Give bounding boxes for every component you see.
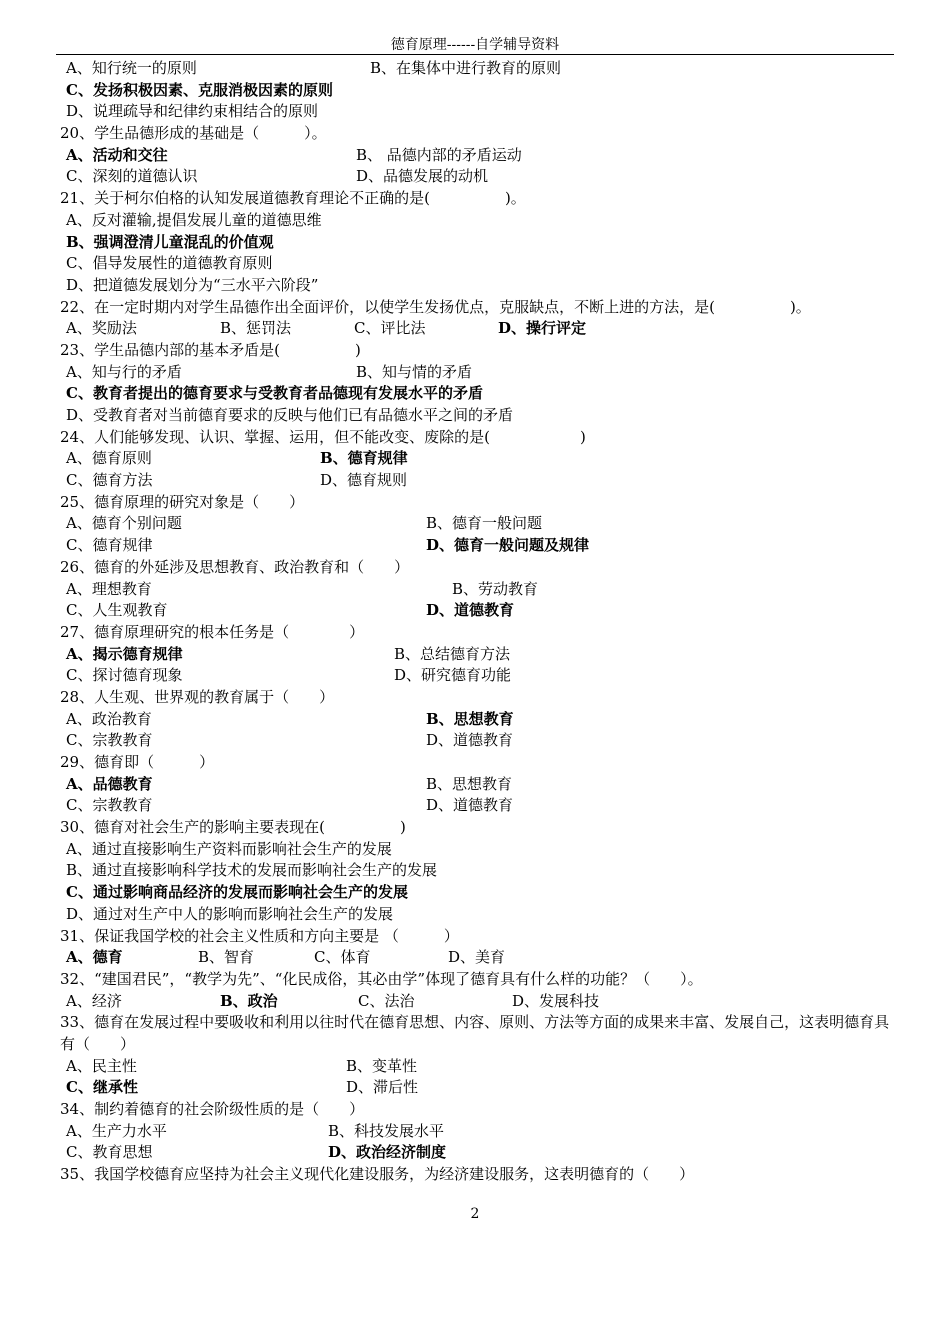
text-line — [60, 774, 900, 796]
text-segment: B、总结德育方法 — [394, 644, 511, 663]
text-segment: A、反对灌输,提倡发展儿童的道德思维 — [66, 210, 322, 229]
text-line — [60, 58, 900, 80]
text-line — [60, 687, 900, 709]
text-line — [60, 470, 900, 492]
text-line — [60, 492, 900, 514]
text-segment: D、道德教育 — [426, 796, 514, 815]
page-number: 2 — [470, 1206, 480, 1222]
text-segment: 35、我国学校德育应坚持为社会主义现代化建设服务，为经济建设服务，这表明德育的（ ） — [60, 1165, 695, 1184]
answer-option-correct: A、品德教育 — [66, 774, 153, 793]
text-line — [60, 795, 900, 817]
answer-option-correct: B、政治 — [220, 991, 278, 1010]
text-line — [60, 600, 900, 622]
text-segment: A、德育个别问题 — [66, 514, 182, 533]
text-line — [60, 1142, 900, 1164]
text-segment: D、通过对生产中人的影响而影响社会生产的发展 — [66, 904, 394, 923]
text-segment: C、倡导发展性的道德教育原则 — [66, 254, 273, 273]
text-segment: B、 品德内部的矛盾运动 — [356, 145, 522, 164]
text-segment: 30、德育对社会生产的影响主要表现在( ) — [60, 818, 406, 837]
answer-option-correct: A、揭示德育规律 — [66, 644, 183, 663]
text-line — [60, 947, 900, 969]
text-segment: B、德育一般问题 — [426, 514, 543, 533]
text-line — [60, 145, 900, 167]
text-line — [60, 1121, 900, 1143]
text-segment: D、受教育者对当前德育要求的反映与他们已有品德水平之间的矛盾 — [66, 406, 514, 424]
text-line — [60, 926, 900, 948]
text-segment: B、科技发展水平 — [328, 1121, 445, 1140]
text-segment: D、滞后性 — [346, 1078, 419, 1097]
text-segment: A、生产力水平 — [66, 1121, 167, 1140]
text-line — [60, 644, 900, 666]
answer-option-correct: D、德育一般问题及规律 — [426, 536, 590, 555]
text-line — [60, 166, 900, 188]
text-line — [60, 210, 900, 232]
text-line — [60, 730, 900, 752]
page-header: 德育原理------自学辅导资料 — [390, 37, 560, 53]
answer-option-correct: D、道德教育 — [426, 601, 515, 620]
text-segment: 26、德育的外延涉及思想教育、政治教育和（ ） — [60, 557, 410, 576]
text-segment: C、深刻的道德认识 — [66, 167, 198, 186]
question-content — [60, 58, 900, 1186]
text-segment: 34、制约着德育的社会阶级性质的是（ ） — [60, 1100, 365, 1119]
text-segment: A、通过直接影响生产资料而影响社会生产的发展 — [66, 839, 392, 858]
text-segment: C、宗教教育 — [66, 731, 153, 750]
text-line — [60, 1012, 900, 1055]
text-segment: 29、德育即（ ） — [60, 753, 215, 771]
text-segment: B、惩罚法 — [220, 319, 292, 338]
text-segment: B、变革性 — [346, 1056, 418, 1075]
text-segment: C、评比法 — [354, 319, 426, 338]
text-line — [60, 991, 900, 1013]
text-line — [60, 427, 900, 449]
text-segment: 28、人生观、世界观的教育属于（ ） — [60, 687, 335, 706]
text-segment: C、德育方法 — [66, 471, 153, 490]
text-segment: 27、德育原理研究的根本任务是（ ） — [60, 622, 365, 641]
text-segment: B、知与情的矛盾 — [356, 362, 473, 381]
text-segment: C、德育规律 — [66, 536, 153, 555]
text-segment: D、品德发展的动机 — [356, 167, 489, 186]
text-line — [60, 579, 900, 601]
text-line — [60, 709, 900, 731]
text-segment: D、说理疏导和纪律约束相结合的原则 — [66, 102, 319, 121]
text-line — [60, 622, 900, 644]
text-segment: D、道德教育 — [426, 731, 514, 750]
text-line — [60, 513, 900, 535]
text-line — [60, 1077, 900, 1099]
text-segment: D、研究德育功能 — [394, 666, 512, 685]
answer-option-correct: C、通过影响商品经济的发展而影响社会生产的发展 — [66, 883, 408, 902]
text-line — [60, 232, 900, 254]
text-segment: B、智育 — [198, 948, 255, 967]
text-line — [60, 535, 900, 557]
header-rule — [56, 54, 894, 55]
answer-option-correct: A、活动和交往 — [66, 145, 168, 164]
answer-option-correct: C、教育者提出的德育要求与受教育者品德现有发展水平的矛盾 — [66, 384, 483, 403]
text-segment: A、德育原则 — [66, 449, 152, 468]
text-segment: 31、保证我国学校的社会主义性质和方向主要是 （ ） — [60, 926, 459, 945]
text-line — [60, 1164, 900, 1186]
answer-option-correct: D、政治经济制度 — [328, 1143, 447, 1162]
text-line — [60, 860, 900, 882]
text-segment: C、探讨德育现象 — [66, 666, 183, 685]
text-line — [60, 882, 900, 904]
text-line — [60, 557, 900, 579]
text-line — [60, 405, 900, 427]
text-line — [60, 362, 900, 384]
answer-option-correct: D、操行评定 — [498, 319, 587, 338]
text-segment: D、发展科技 — [512, 991, 600, 1010]
text-line — [60, 80, 900, 102]
answer-option-correct: B、思想教育 — [426, 709, 514, 728]
text-segment: A、民主性 — [66, 1056, 137, 1075]
text-segment: 33、德育在发展过程中要吸收和利用以往时代在德育思想、内容、原则、方法等方面的成果来丰富、发展自己，这表明德育具有（ ） — [60, 1013, 890, 1053]
text-line — [60, 1099, 900, 1121]
text-segment: D、把道德发展划分为“三水平六阶段” — [66, 275, 319, 294]
text-line — [60, 817, 900, 839]
answer-option-correct: B、强调澄清儿童混乱的价值观 — [66, 232, 274, 251]
answer-option-correct: A、德育 — [66, 948, 123, 967]
text-line — [60, 340, 900, 362]
text-line — [60, 904, 900, 926]
answer-option-correct: B、德育规律 — [320, 449, 408, 468]
text-segment: B、通过直接影响科学技术的发展而影响社会生产的发展 — [66, 861, 438, 880]
text-segment: 25、德育原理的研究对象是（ ） — [60, 492, 305, 511]
text-segment: A、奖励法 — [66, 319, 137, 338]
text-segment: 23、学生品德内部的基本矛盾是( ) — [60, 340, 361, 359]
text-segment: C、体育 — [314, 948, 371, 967]
text-line — [60, 123, 900, 145]
text-line — [60, 839, 900, 861]
text-segment: A、政治教育 — [66, 709, 152, 728]
text-line — [60, 318, 900, 340]
text-segment: A、知与行的矛盾 — [66, 362, 182, 381]
text-segment: C、法治 — [358, 991, 415, 1010]
text-segment: A、知行统一的原则 — [66, 59, 197, 77]
text-segment: 22、在一定时期内对学生品德作出全面评价，以使学生发扬优点，克服缺点，不断上进的方法，是( )。 — [60, 297, 811, 316]
text-segment: A、理想教育 — [66, 579, 152, 598]
text-segment: B、劳动教育 — [452, 579, 539, 598]
text-segment: C、宗教教育 — [66, 796, 153, 815]
text-line — [60, 275, 900, 297]
text-line — [60, 188, 900, 210]
text-segment: A、经济 — [66, 991, 122, 1010]
text-segment: C、教育思想 — [66, 1143, 153, 1162]
text-line — [60, 253, 900, 275]
text-line — [60, 1056, 900, 1078]
text-segment: 20、学生品德形成的基础是（ ）。 — [60, 124, 327, 143]
text-segment: B、思想教育 — [426, 774, 513, 793]
text-segment: 21、关于柯尔伯格的认知发展道德教育理论不正确的是( )。 — [60, 189, 526, 208]
text-segment: B、在集体中进行教育的原则 — [370, 59, 562, 77]
text-line — [60, 448, 900, 470]
text-line — [60, 665, 900, 687]
text-segment: D、德育规则 — [320, 471, 408, 490]
text-segment: 32、“建国君民”，“教学为先”、“化民成俗，其必由学”体现了德育具有什么样的功能？（ ）。 — [60, 969, 703, 988]
text-line — [60, 383, 900, 405]
text-line — [60, 752, 900, 774]
answer-option-correct: C、发扬积极因素、克服消极因素的原则 — [66, 80, 333, 99]
text-line — [60, 101, 900, 123]
text-segment: D、美育 — [448, 948, 506, 967]
text-segment: 24、人们能够发现、认识、掌握、运用，但不能改变、废除的是( ) — [60, 427, 586, 446]
text-line — [60, 969, 900, 991]
answer-option-correct: C、继承性 — [66, 1078, 138, 1097]
text-line — [60, 297, 900, 319]
text-segment: C、人生观教育 — [66, 601, 168, 620]
